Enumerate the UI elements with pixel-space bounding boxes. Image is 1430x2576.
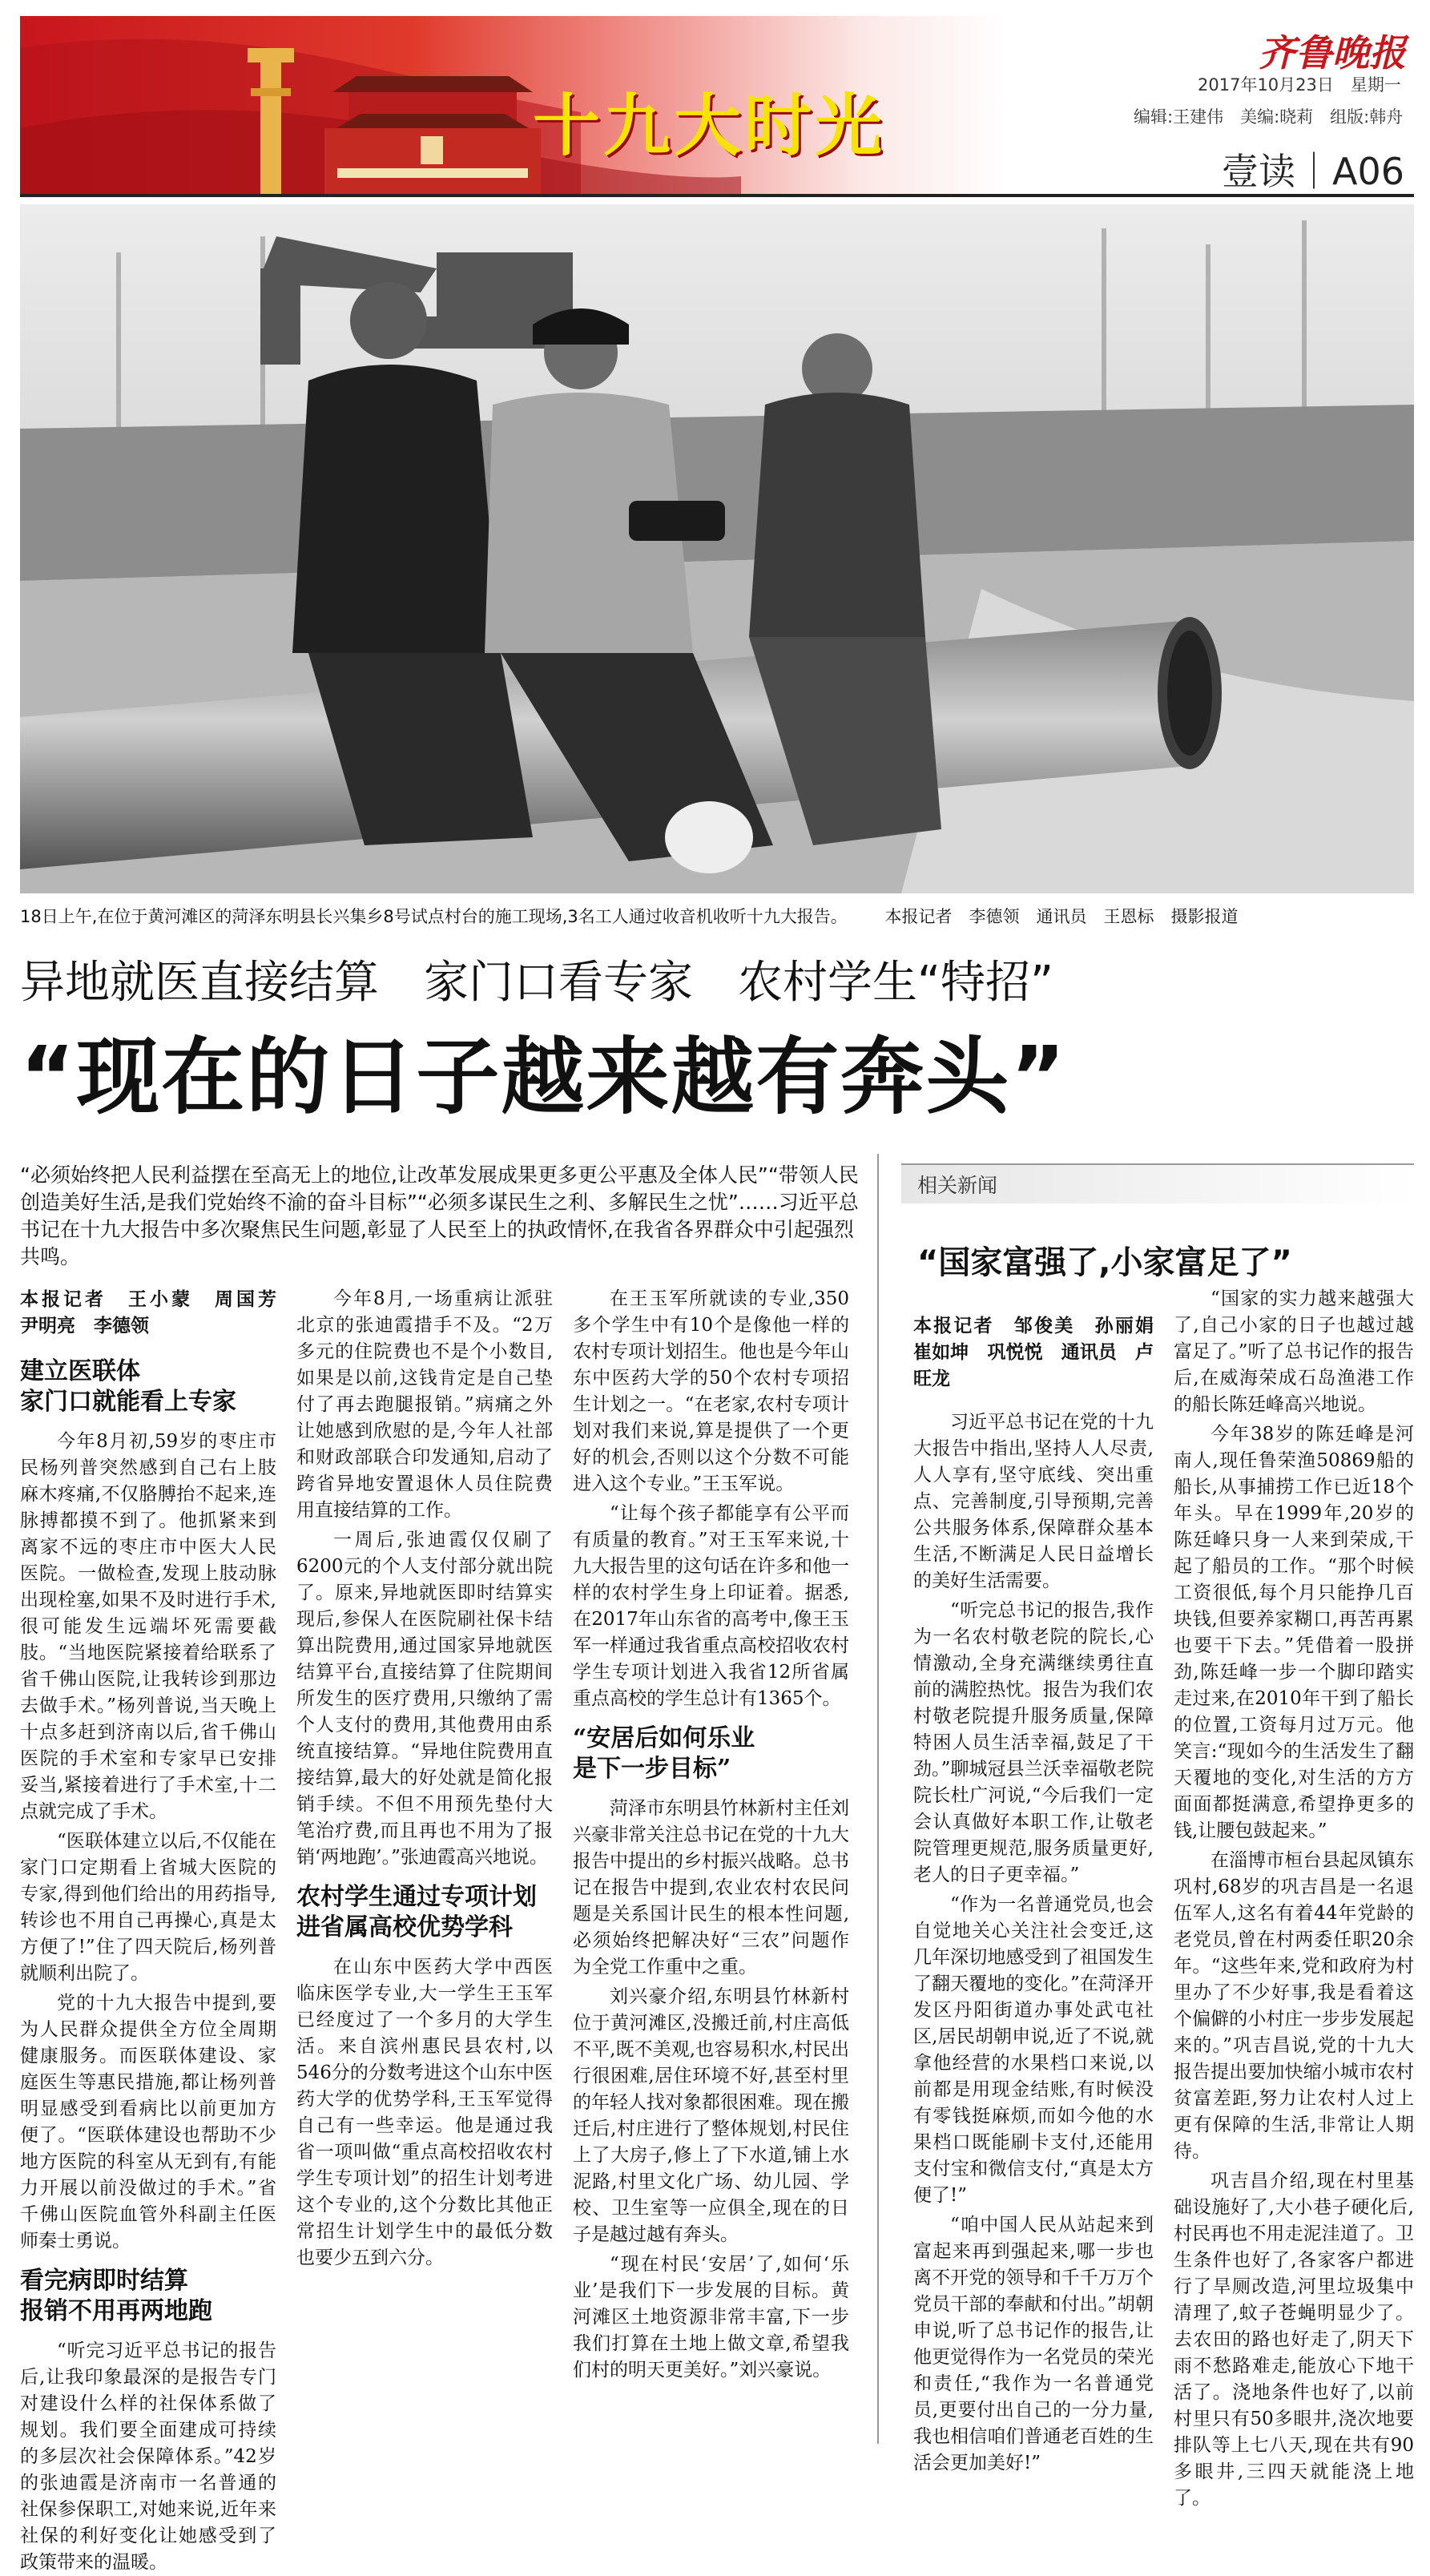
article-paragraph: 今年8月,一场重病让派驻北京的张迪霞措手不及。“2万多元的住院费也不是个小数目,如果是以前,这钱肯定是自己垫付了再去跑腿报销。”病痛之外让她感到欣慰的是,今年人社部和财政部联合印发通知,启动了跨省异地安置退休人员住院费用直接结算的工作。 <box>296 1288 553 1521</box>
article-paragraph: 一周后,张迪霞仅仅刷了6200元的个人支付部分就出院了。原来,异地就医即时结算实现后,参保人在医院刷社保卡结算出院费用,通过国家异地就医结算平台,直接结算了住院期间所发生的医疗费用,只缴纳了需个人支付的费用,其他费用由系统直接结算。“异地住院费用直接结算,最大的好处就是简化报销手续。不但不用预先垫付大笔治疗费,而且再也不用为了报销‘两地跑’。”张迪霞高兴地说。 <box>296 1530 553 1868</box>
banner <box>20 16 1142 194</box>
section-heading-4: “安居后如何乐业 是下一步目标” <box>573 1724 755 1783</box>
editor-credits: 编辑:王建伟 美编:晓莉 组版:韩舟 <box>1134 107 1404 127</box>
main-headline: “现在的日子越来越有奔头” <box>20 1028 1067 1126</box>
photo-illustration <box>20 204 1414 893</box>
related-news-title: “国家富强了,小家富足了” <box>917 1244 1292 1281</box>
article-paragraph: 刘兴豪介绍,东明县竹林新村位于黄河滩区,没搬迁前,村庄高低不平,既不美观,也容易积水,村民出行很困难,居住环境不好,甚至村里的年轻人找对象都很困难。现在搬迁后,村庄进行了整体规划,村民住上了大房子,修上了下水道,铺上水泥路,村里文化广场、幼儿园、学校、卫生室等一应俱全,现在的日子是越过越有奔头。 <box>573 1986 849 2245</box>
masthead <box>20 16 1414 194</box>
related-paragraph: “国家的实力越来越强大了,自己小家的日子也越过越富足了。”听了总书记作的报告后,在威海荣成石岛渔港工作的船长陈廷峰高兴地说。 <box>1174 1288 1414 1415</box>
related-paragraph: “作为一名普通党员,也会自觉地关心关注社会变迁,这几年深切地感受到了祖国发生了翻天覆地的变化。”在菏泽开发区丹阳街道办事处武屯社区,居民胡朝申说,近了不说,就拿他经营的水果档口来说,以前都是用现金结账,有时候没有零钱挺麻烦,而如今他的水果档口既能刷卡支付,还能用支付宝和微信支付,“真是太方便了!” <box>913 1894 1154 2206</box>
section-label: 壹读｜A06 <box>1222 150 1405 193</box>
article-paragraph: 菏泽市东明县竹林新村主任刘兴豪非常关注总书记在党的十九大报告中提出的乡村振兴战略。总书记在报告中提到,农业农村农民问题是关系国计民生的根本性问题,必须始终把解决好“三农”问题作为全党工作重中之重。 <box>573 1798 849 1977</box>
article-column-3 <box>573 1286 849 2440</box>
photo-caption <box>20 904 1414 928</box>
related-paragraph: “咱中国人民从站起来到富起来再到强起来,哪一步也离不开党的领导和千千万万个党员干部的奉献和付出。”胡朝申说,听了总书记作的报告,让他更觉得作为一名党员的荣光和责任,“我作为一名普通党员,更要付出自己的一分力量,我也相信咱们普通老百姓的生活会更加美好!” <box>913 2215 1154 2473</box>
related-column-2 <box>1174 1286 1414 2509</box>
article-paragraph: “医联体建立以后,不仅能在家门口定期看上省城大医院的专家,得到他们给出的用药指导,转诊也不用自己再操心,真是太方便了!”住了四天院后,杨列普就顺利出院了。 <box>20 1831 276 1984</box>
article-byline: 本报记者 王小蒙 周国芳 尹明亮 李德领 <box>20 1288 295 1336</box>
masthead-rule <box>20 194 1414 197</box>
article-paragraph: 今年8月初,59岁的枣庄市民杨列普突然感到自己右上肢麻木疼痛,不仅胳膊抬不起来,连脉搏都摸不到了。他抓紧来到离家不远的枣庄市中医大人民医院。一做检查,发现上肢动脉出现栓塞,如果不及时进行手术,很可能发生远端坏死需要截肢。“当地医院紧接着给联系了省千佛山医院,让我转诊到那边去做手术。”杨列普说,当天晚上十点多赶到济南以后,省千佛山医院的手术室和专家早已安排妥当,紧接着进行了手术室,十二点就完成了手术。 <box>20 1431 276 1822</box>
article-paragraph: 在王玉军所就读的专业,350多个学生中有10个是像他一样的农村专项计划招生。他也是今年山东中医药大学的50个农村专项招生计划之一。“在老家,农村专项计划对我们来说,算是提供了一个更好的机会,否则以这个分数不可能进入这个专业。”王玉军说。 <box>573 1288 849 1494</box>
section-heading-3: 农村学生通过专项计划 进省属高校优势学科 <box>296 1883 537 1941</box>
related-paragraph: 在淄博市桓台县起凤镇东巩村,68岁的巩吉昌是一名退伍军人,这名有着44年党龄的老党员,曾在村两委任职20余年。“这些年来,党和政府为村里办了不少好事,我是看着这个偏僻的小村庄一步步发展起来的。”巩吉昌说,党的十九大报告提出要加快缩小城市农村贫富差距,努力让农村人过上更有保障的生活,非常让人期待。 <box>1174 1850 1414 2162</box>
section-heading-1: 建立医联体 家门口就能看上专家 <box>20 1357 236 1416</box>
related-news-header <box>901 1163 1414 1283</box>
caption-credit: 本报记者 李德领 通讯员 王恩标 摄影报道 <box>884 907 1239 926</box>
article-column-2 <box>296 1286 553 2440</box>
publication-date: 2017年10月23日 星期一 <box>1198 75 1401 95</box>
column-divider <box>877 1154 879 2444</box>
article-column-1 <box>20 1286 295 2573</box>
article-paragraph: “听完习近平总书记的报告后,让我印象最深的是报告专门对建设什么样的社保体系做了规划。我们要全面建成可持续的多层次社会保障体系。”42岁的张迪霞是济南市一名普通的社保参保职工,对她来说,近年来社保的利好变化让她感受到了政策带来的温暖。 <box>20 2340 276 2573</box>
related-paragraph: 巩吉昌介绍,现在村里基础设施好了,大小巷子硬化后,村民再也不用走泥洼道了。卫生条件也好了,各家客户都进行了旱厕改造,河里垃圾集中清理了,蚊子苍蝇明显少了。去农田的路也好走了,阴天下雨不愁路难走,能放心下地干活了。浇地条件也好了,以前村里只有50多眼井,浇次地要排队等上七八天,现在共有90多眼井,三四天就能浇上地了。 <box>1174 2171 1414 2509</box>
related-paragraph: 习近平总书记在党的十九大报告中指出,坚持人人尽责,人人享有,坚守底线、突出重点、完善制度,引导预期,完善公共服务体系,保障群众基本生活,不断满足人民日益增长的美好生活需要。 <box>913 1412 1154 1591</box>
related-paragraph: “听完总书记的报告,我作为一名农村敬老院的院长,心情激动,全身充满继续勇往直前的满腔热忱。报告为我们农村敬老院提升服务质量,保障特困人员生活幸福,鼓足了干劲。”聊城冠县兰沃幸福敬老院院长杜广河说,“今后我们一定会认真做好本职工作,让敬老院管理更规范,服务质量更好,老人的日子更幸福。” <box>913 1600 1154 1885</box>
caption-text: 18日上午,在位于黄河滩区的菏泽东明县长兴集乡8号试点村台的施工现场,3名工人通过收音机收听十九大报告。 <box>20 907 848 926</box>
subheadline: 异地就医直接结算 家门口看专家 农村学生“特招” <box>20 957 1054 1009</box>
article-paragraph: “现在村民‘安居’了,如何‘乐业’是我们下一步发展的目标。黄河滩区土地资源非常丰富,下一步我们打算在土地上做文章,希望我们村的明天更美好。”刘兴豪说。 <box>573 2254 849 2380</box>
related-byline: 本报记者 邹俊美 孙丽娟 崔如坤 巩悦悦 通讯员 卢旺龙 <box>913 1315 1172 1389</box>
news-photo <box>20 204 1414 893</box>
related-column-1 <box>913 1312 1172 2473</box>
article-paragraph: 在山东中医药大学中西医临床医学专业,大一学生王玉军已经度过了一个多月的大学生活。来自滨州惠民县农村,以546分的分数考进这个山东中医药大学的优势学科,王玉军觉得自己有一些幸运。他是通过我省一项叫做“重点高校招收农村学生专项计划”的招生计划考进这个专业的,这个分数比其他正常招生计划学生中的最低分数也要少五到六分。 <box>296 1957 553 2268</box>
banner-title: 十九大时光 <box>533 86 886 165</box>
lead-paragraph: “必须始终把人民利益摆在至高无上的地位,让改革发展成果更多更公平惠及全体人民”“带领人民创造美好生活,是我们党始终不渝的奋斗目标”“必须多谋民生之利、多解民生之忧”……习近平总书记在十九大报告中多次聚焦民生问题,彰显了人民至上的执政情怀,在我省各界群众中引起强烈共鸣。 <box>20 1163 859 1268</box>
article-paragraph: “让每个孩子都能享有公平而有质量的教育。”对王玉军来说,十九大报告里的这句话在许多和他一样的农村学生身上印证着。据悉,在2017年山东省的高考中,像王玉军一样通过我省重点高校招收农村学生专项计划进入我省12所省属重点高校的学生总计有1365个。 <box>573 1503 849 1709</box>
section-heading-2: 看完病即时结算 报销不用再两地跑 <box>20 2267 212 2325</box>
article-paragraph: 党的十九大报告中提到,要为人民群众提供全方位全周期健康服务。而医联体建设、家庭医生等惠民措施,都让杨列普明显感受到看病比以前更加方便了。“医联体建设也帮助不少地方医院的科室从无到有,有能力开展以前没做过的手术。”省千佛山医院血管外科副主任医师秦士勇说。 <box>20 1993 276 2251</box>
paper-logo: 齐鲁晚报 <box>1259 31 1406 75</box>
related-news-label: 相关新闻 <box>901 1163 1414 1203</box>
related-paragraph: 今年38岁的陈廷峰是河南人,现任鲁荣渔50869船的船长,从事捕捞工作已近18个年头。早在1999年,20岁的陈廷峰只身一人来到荣成,干起了船员的工作。“那个时候工资很低,每个月只能挣几百块钱,但要养家糊口,再苦再累也要干下去。”凭借着一股拼劲,陈廷峰一步一个脚印踏实走过来,在2010年干到了船长的位置,工资每月过万元。他笑言:“现如今的生活发生了翻天覆地的变化,对生活的方方面面都挺满意,希望挣更多的钱,让腰包鼓起来。” <box>1174 1424 1414 1841</box>
